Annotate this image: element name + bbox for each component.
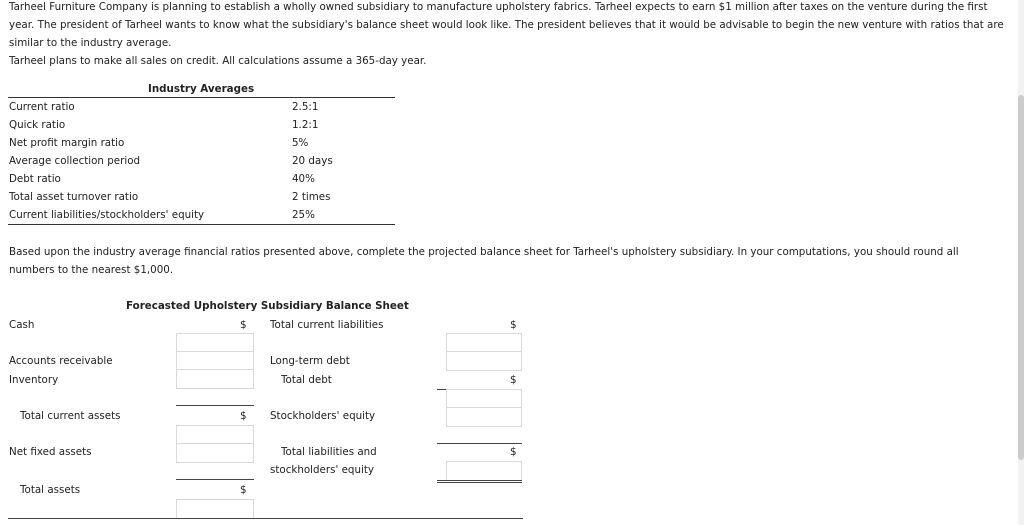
balance-sheet-title: Forecasted Upholstery Subsidiary Balance Sheet xyxy=(126,300,409,312)
ratio-label-debt: Debt ratio xyxy=(9,173,61,185)
ratio-value-asset-turnover: 2 times xyxy=(292,191,331,203)
total-current-liabilities-label: Total current liabilities xyxy=(270,319,384,331)
total-liabilities-equity-label-line2: stockholders' equity xyxy=(270,464,374,476)
accounts-receivable-label: Accounts receivable xyxy=(9,355,113,367)
inventory-label: Inventory xyxy=(9,374,59,386)
intro-paragraph: Tarheel Furniture Company is planning to establish a wholly owned subsidiary to manufacture upholstery fabrics. Tarheel expects to earn $1 million after taxes on the venture during the first year. The president of Tarheel wants to know what the subsidiary's balance sheet would look like. The president believes that it would be advisable to begin the new venture with ratios that are similar to the industry average. xyxy=(9,1,1004,49)
scrollbar-thumb[interactable] xyxy=(1018,95,1024,460)
ratio-value-current: 2.5:1 xyxy=(292,101,319,113)
current-assets-rule xyxy=(176,405,254,406)
ratio-label-asset-turnover: Total asset turnover ratio xyxy=(9,191,139,203)
total-liabilities-equity-dollar-sign: $ xyxy=(510,446,517,458)
ratio-label-cl-equity: Current liabilities/stockholders' equity xyxy=(9,209,205,221)
total-liabilities-equity-input[interactable] xyxy=(446,461,522,481)
total-debt-label: Total debt xyxy=(281,374,332,386)
cash-label: Cash xyxy=(9,319,35,331)
accounts-receivable-input[interactable] xyxy=(176,351,254,371)
total-assets-label: Total assets xyxy=(20,484,81,496)
inventory-input[interactable] xyxy=(176,369,254,389)
industry-bottom-rule xyxy=(8,224,395,225)
stockholders-equity-label: Stockholders' equity xyxy=(270,410,376,422)
double-rule-bottom xyxy=(437,482,522,483)
total-current-liabilities-dollar-sign: $ xyxy=(510,319,517,331)
total-assets-dollar-sign: $ xyxy=(240,484,247,496)
ratio-label-collection: Average collection period xyxy=(9,155,141,167)
total-current-liabilities-input[interactable] xyxy=(446,333,522,353)
double-rule-top xyxy=(437,480,522,481)
long-term-debt-input[interactable] xyxy=(446,351,522,371)
ratio-value-cl-equity: 25% xyxy=(292,209,315,221)
total-current-assets-input[interactable] xyxy=(176,425,254,445)
total-current-assets-dollar-sign: $ xyxy=(240,410,247,422)
total-debt-dollar-sign: $ xyxy=(510,374,517,386)
total-liabilities-equity-label-line1: Total liabilities and xyxy=(281,446,377,458)
cash-input[interactable] xyxy=(176,333,254,353)
total-debt-input[interactable] xyxy=(446,389,522,409)
long-term-debt-label: Long-term debt xyxy=(270,355,350,367)
intro-note: Tarheel plans to make all sales on credit. All calculations assume a 365-day year. xyxy=(9,55,427,67)
ratio-label-current: Current ratio xyxy=(9,101,75,113)
ratio-value-quick: 1.2:1 xyxy=(292,119,319,131)
ratio-value-net-profit: 5% xyxy=(292,137,309,149)
total-assets-input[interactable] xyxy=(176,499,254,519)
fixed-assets-rule xyxy=(176,479,254,480)
instruction-text: Based upon the industry average financial ratios presented above, complete the projected balance sheet for Tarheel's upholstery subsidiary. In your computations, you should round all numbers to the nearest $1,000. xyxy=(9,246,959,276)
ratio-label-quick: Quick ratio xyxy=(9,119,66,131)
balance-sheet-bottom-rule xyxy=(8,518,523,519)
total-current-assets-label: Total current assets xyxy=(20,410,121,422)
ratio-value-collection: 20 days xyxy=(292,155,333,167)
ratio-label-net-profit: Net profit margin ratio xyxy=(9,137,125,149)
net-fixed-assets-input[interactable] xyxy=(176,443,254,463)
stockholders-equity-input[interactable] xyxy=(446,407,522,427)
net-fixed-assets-label: Net fixed assets xyxy=(9,446,92,458)
cash-dollar-sign: $ xyxy=(240,319,247,331)
ratio-value-debt: 40% xyxy=(292,173,315,185)
industry-title: Industry Averages xyxy=(148,83,255,95)
